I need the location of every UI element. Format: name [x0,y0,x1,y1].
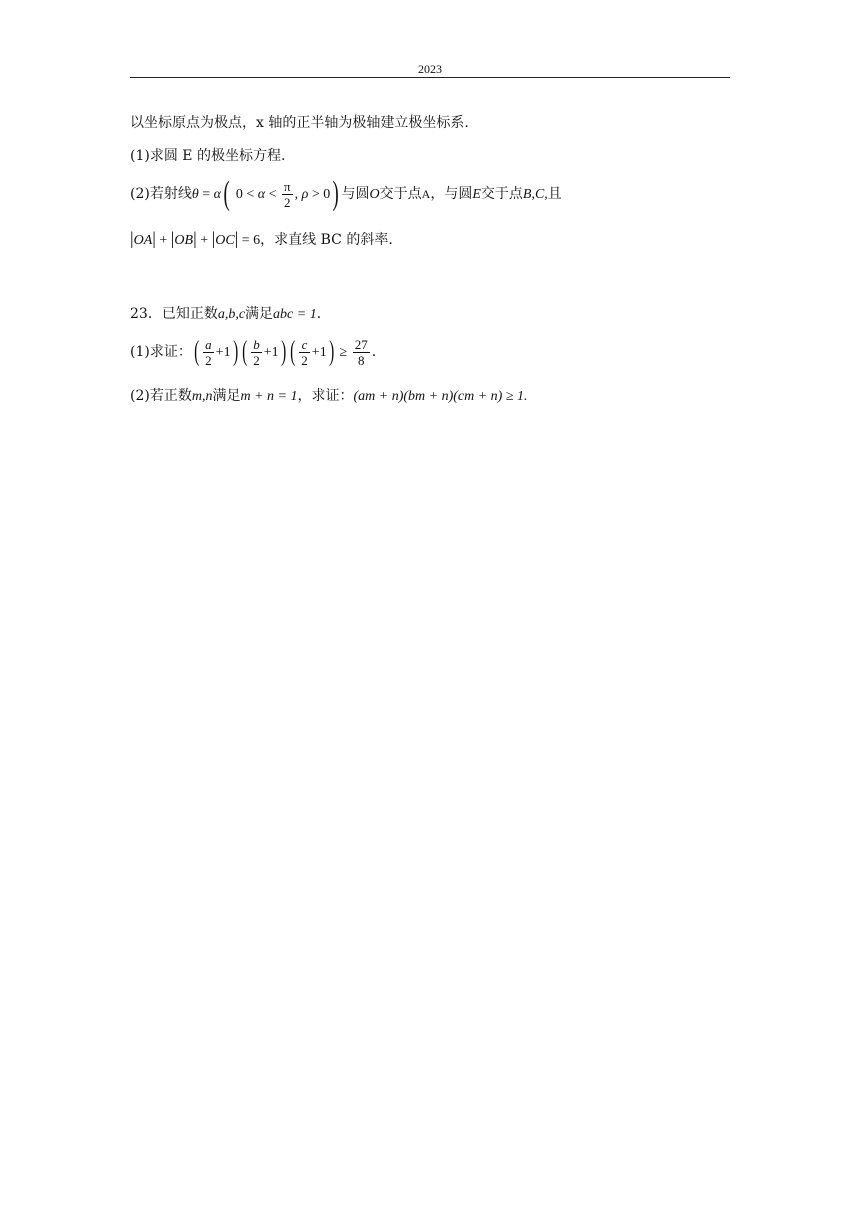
left-paren: ( [223,175,230,212]
oa-term: OA [133,233,153,248]
q22-part2-end: 且 [547,186,562,202]
right-paren: ) [332,175,339,212]
q22-part1: (1)求圆 E 的极坐标方程. [130,148,286,164]
q23-stem: 23．已知正数a,b,c满足abc = 1． [130,306,331,322]
q23-part1: (1)求证：( $\frac{a}{2}$ +1) ( $\frac{b}{2}$ +1) ( $\frac{c}{2}$ +1) ≥ $\frac{27}{8}$ . [130,336,377,368]
q22-part2-mid1: 与圆 [341,186,370,202]
q22-part2-mid2: 交于点 [379,186,422,202]
q23-part2 [130,386,528,407]
condition-lhs: 0 < [232,187,258,202]
q23-part2-ineq: (am + n)(bm + n)(cm + n) ≥ 1. [353,389,528,404]
points-bc-label: B,C, [522,187,548,202]
a-over-2-fraction: $\frac{a}{2}$ [205,336,212,368]
sum-equals-6: = 6 [238,233,261,248]
rhs-denominator: 8 [353,352,370,368]
equals-symbol: = [198,187,214,202]
geq-symbol: ≥ [336,345,351,360]
q22-part2-mid4: 交于点 [480,186,523,202]
rhs-numerator: 27 [354,336,368,352]
q23-stem-eq: abc = 1 [273,307,317,322]
b-over-2-fraction: $\frac{b}{2}$ [253,336,260,368]
less-than: < [265,187,280,202]
ob-term: OB [174,233,194,248]
q23-part2-claim: ，求证： [297,388,354,404]
comma: , [294,187,302,202]
q23-stem-prefix: 23．已知正数 [130,306,218,322]
q22-part2-mid3: ，与圆 [430,186,473,202]
alpha-symbol: α [213,187,221,202]
rho-condition: > 0 [308,187,331,202]
q23-stem-vars: a,b,c [217,307,246,322]
circle-e-label: E [472,187,481,202]
q22-part2-line2: |OA| + |OB| + |OC| = 6，求直线 BC 的斜率. [130,228,393,248]
q23-part2-prefix: (2)若正数 [130,388,192,404]
q22-part2-prefix: (2)若射线 [130,186,192,202]
pi-over-2-fraction: $\frac{\pi}{2}$ [284,178,291,210]
q23-stem-mid: 满足 [245,306,274,322]
page-header-year: 2023 [418,62,442,76]
oc-term: OC [215,233,235,248]
circle-o-label: O [369,187,380,202]
q22-part2-line1 [130,172,562,217]
q22-part2-line2-suffix: ，求直线 BC 的斜率. [260,232,393,248]
q23-part2-eq: m + n = 1 [240,389,298,404]
q23-part2-vars: m,n [191,389,213,404]
alpha-in-condition: α [257,187,266,202]
c-over-2-fraction: $\frac{c}{2}$ [301,336,308,368]
q23-part1-prefix: (1)求证： [130,344,192,360]
q23-part2-mid: 满足 [212,388,241,404]
header-rule [130,77,730,78]
q22-intro: 以坐标原点为极点，x 轴的正半轴为极轴建立极坐标系. [130,115,469,131]
rho-symbol: ρ [301,187,309,202]
point-a-label: A [421,187,431,201]
theta-symbol: θ [191,187,199,202]
rhs-fraction [353,337,370,368]
